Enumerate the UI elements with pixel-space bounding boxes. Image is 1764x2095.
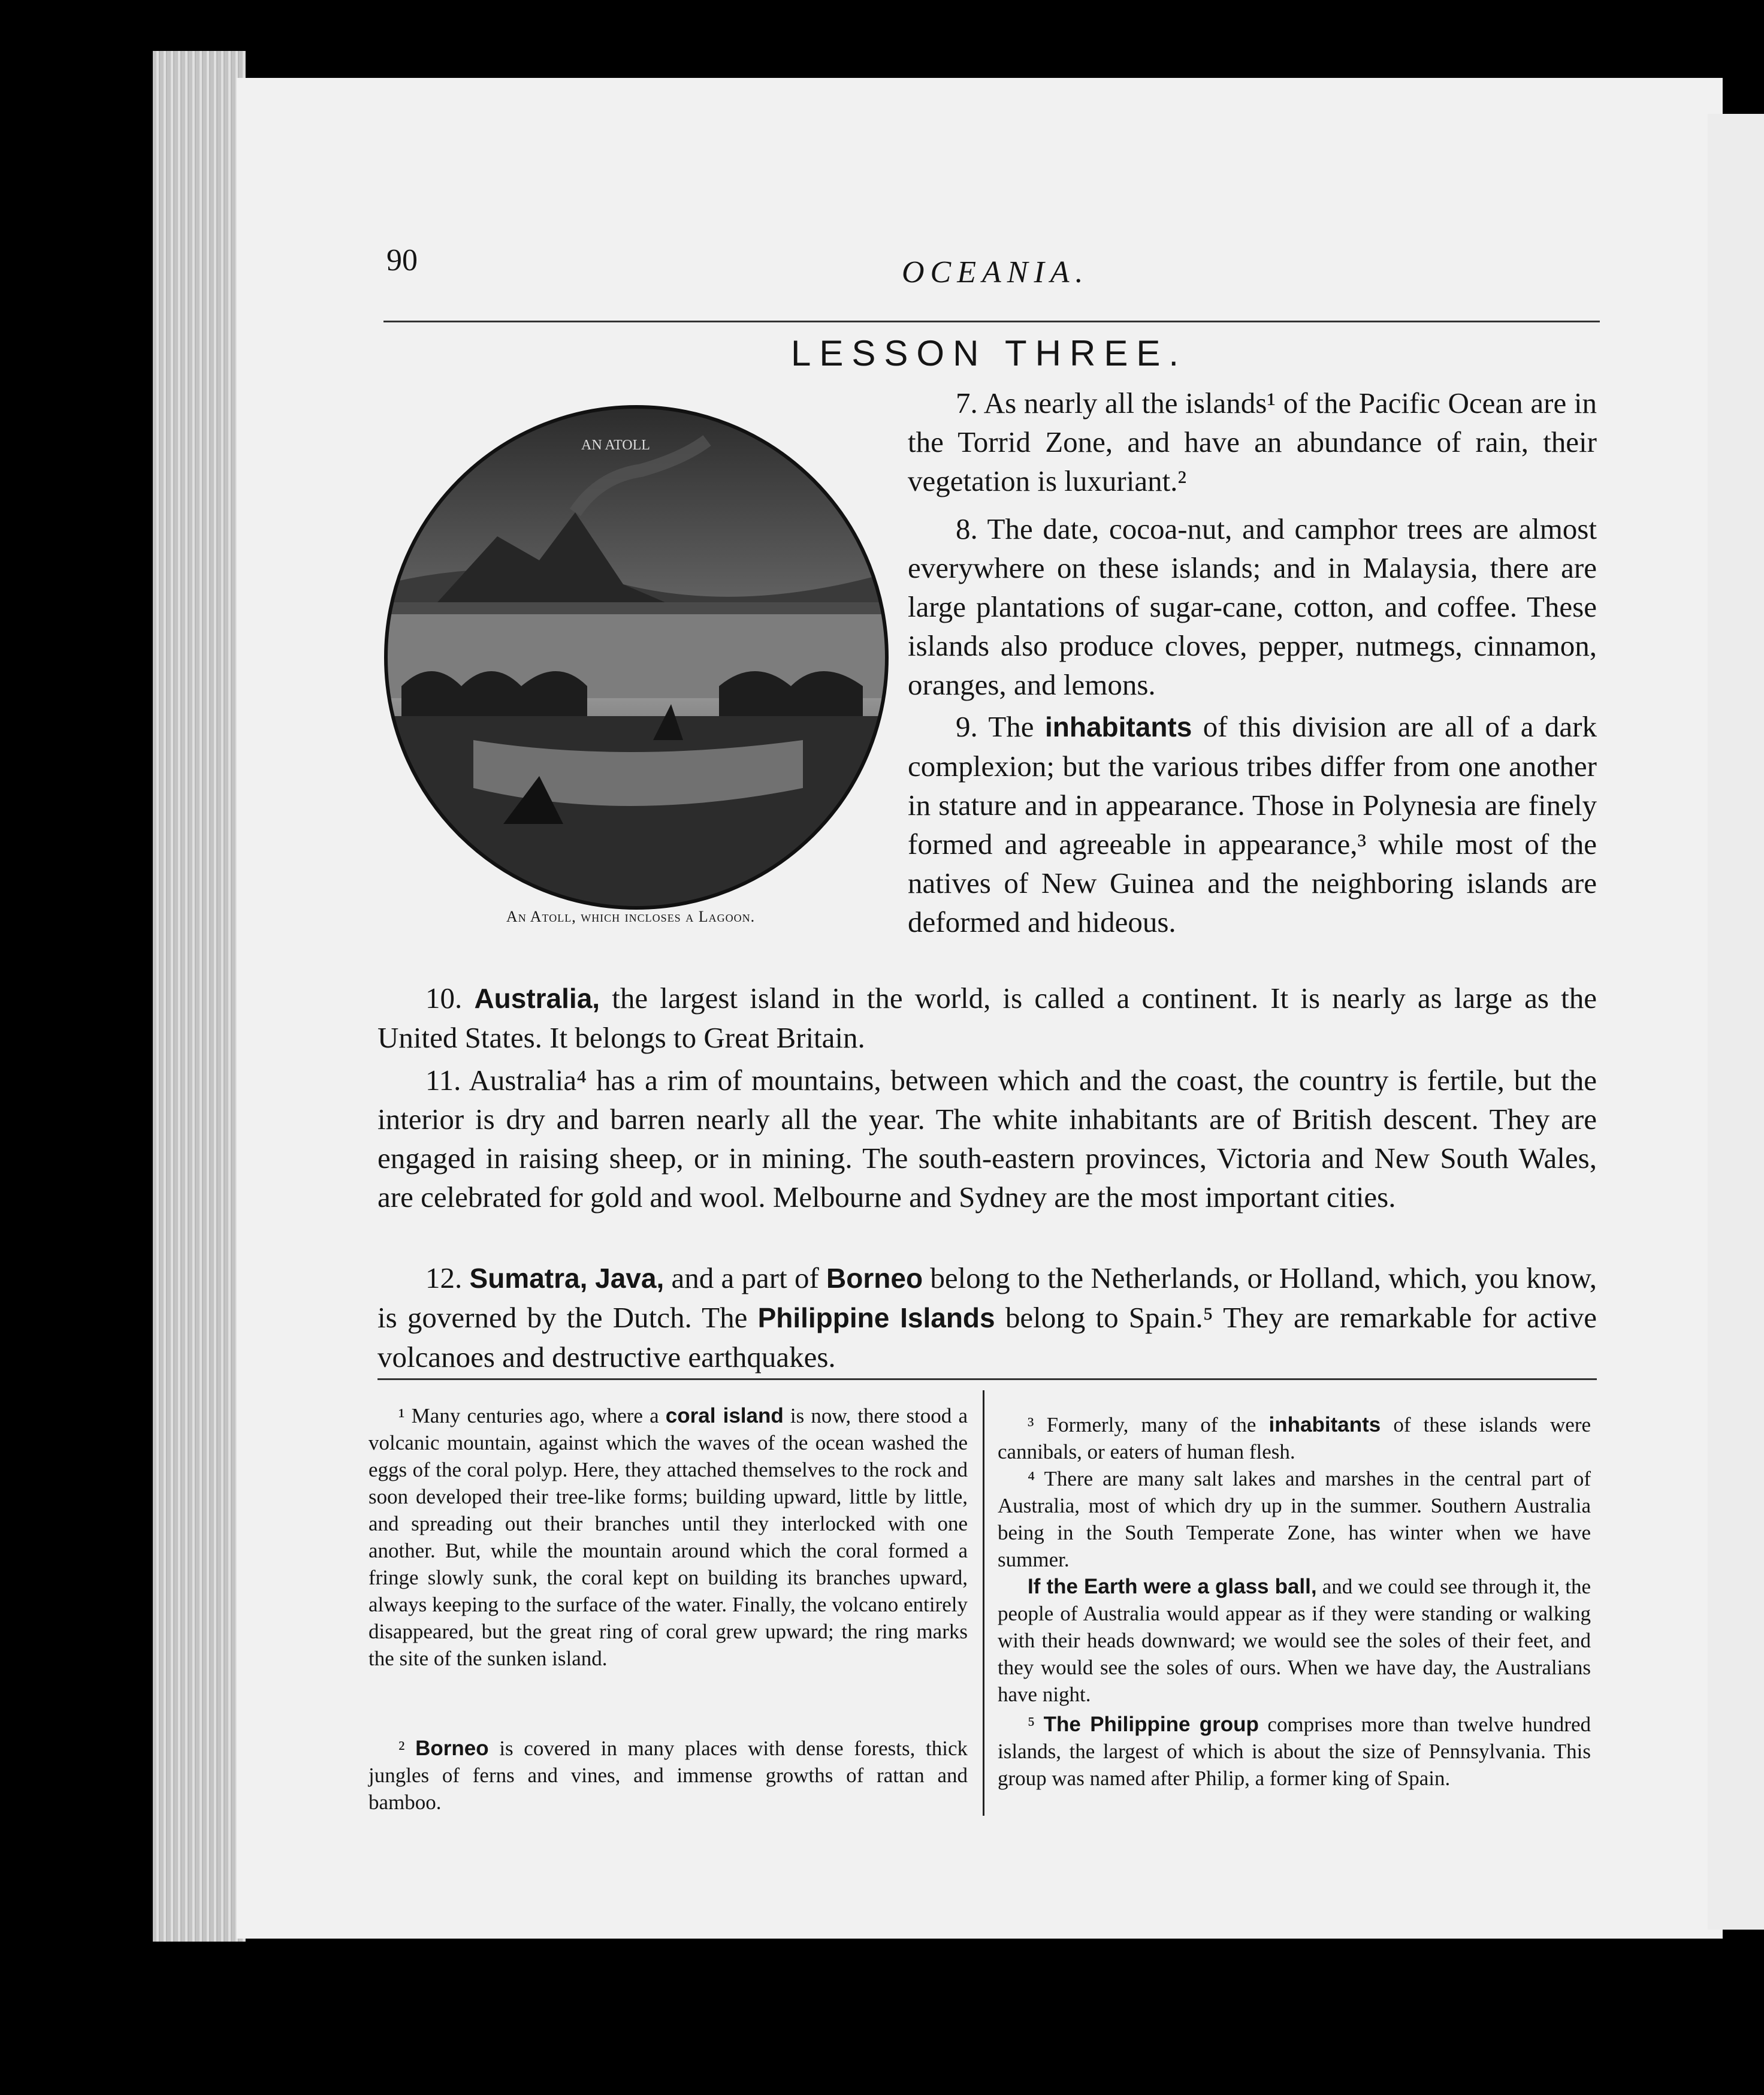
p9-bold-term: inhabitants	[1044, 711, 1192, 742]
p12-text-1: and a part of	[671, 1261, 819, 1294]
fn3-text-a: ³ Formerly, many of the	[1028, 1413, 1256, 1436]
paragraph-11: 11. Australia⁴ has a rim of mountains, between which and the coast, the country is fertile, but the interior is dry and barren nearly all the year. The white inhabitants are of British descent. They are engaged in raising sheep, or in mining. The south-eastern provinces, Victoria and New South Wales, are celebrated for gold and wool. Melbourne and Sydney are the most important cities.	[377, 1064, 1597, 1213]
atoll-engraving-icon	[383, 404, 890, 911]
fn1-text-a: ¹ Many centuries ago, where a	[398, 1404, 659, 1427]
book-page-edges	[153, 51, 246, 1942]
fn5-text: comprises more than twelve hundred islands, the largest of which is about the size of Pennsylvania. This group was named after Philip, a former king of Spain.	[998, 1713, 1591, 1790]
p12-bold-borneo: Borneo	[826, 1263, 923, 1294]
paragraph-9	[908, 707, 1597, 941]
footnote-4: ⁴ There are many salt lakes and marshes in the central part of Australia, most of which dry up in the summer. Southern Australia being in the South Temperate Zone, has winter when we have summer.	[998, 1467, 1591, 1571]
fn3-bold: inhabitants	[1268, 1413, 1381, 1436]
lesson-title: LESSON THREE.	[791, 333, 1188, 373]
fn1-text-c: is now, there stood a volcanic mountain, against which the waves of the ocean washed the eggs of the coral polyp. Here, they attached themselves to the rock and soon developed their tree-like forms; building upward, little by little, and spreading out their branches until they interlocked with one another. But, while the mountain around which the coral formed a fringe slowly sunk, the coral kept on building its branches upward, always keeping to the surface of the water. Finally, the volcano entirely disappeared, but the great ring of coral grew upward; the ring marks the site of the sunken island.	[368, 1404, 968, 1670]
footnote-5	[998, 1711, 1591, 1792]
footnote-2	[368, 1735, 968, 1816]
paragraph-10	[377, 979, 1597, 1057]
p12-text-3: belong to Spain.⁵ They are remarkable for active volcanoes and destructive earthquakes.	[377, 1301, 1597, 1373]
fn2-bold: Borneo	[415, 1737, 489, 1760]
fn2-text: is covered in many places with dense forests, thick jungles of ferns and vines, and immense growths of rattan and bamboo.	[368, 1737, 968, 1814]
p9-text: of this division are all of a dark complexion; but the various tribes differ from one another in stature and in appearance. Those in Polynesia are finely formed and agreeable in appearance,³ while most of the natives of New Guinea and the neighboring islands are deformed and hideous.	[908, 710, 1597, 938]
footnote-3	[998, 1411, 1591, 1465]
fn4b-bold: If the Earth were a glass ball,	[1028, 1575, 1317, 1598]
fn2-mark: ²	[398, 1737, 405, 1760]
footnote-1	[368, 1402, 968, 1672]
p10-number: 10.	[425, 982, 463, 1015]
footnote-column-divider	[983, 1390, 984, 1816]
header-rule	[383, 321, 1600, 322]
p10-bold-term: Australia,	[474, 983, 600, 1014]
p9-number: 9. The	[956, 710, 1034, 743]
illustration-inset-label: AN ATOLL	[581, 437, 650, 453]
p12-bold-sumatra-java: Sumatra, Java,	[469, 1263, 664, 1294]
page-number: 90	[386, 243, 418, 277]
atoll-illustration	[383, 404, 890, 911]
fn3-text-c: of these islands were cannibals, or eaters of human flesh.	[998, 1413, 1591, 1463]
illustration-caption: An Atoll, which incloses a Lagoon.	[506, 908, 756, 925]
facing-page-edge	[1708, 114, 1764, 1930]
p12-number: 12.	[425, 1261, 463, 1294]
fn4b-text: and we could see through it, the people of Australia would appear as if they were standing or walking with their heads downward; we would see the soles of their feet, and they would see the soles of ours. When we have day, the Australians have night.	[998, 1575, 1591, 1706]
paragraph-7: 7. As nearly all the islands¹ of the Pacific Ocean are in the Torrid Zone, and have an abundance of rain, their vegetation is luxuriant.²	[908, 387, 1597, 497]
fn5-mark: ⁵	[1028, 1713, 1035, 1736]
footnote-rule	[377, 1378, 1597, 1380]
p12-text-2: belong to the Netherlands, or Holland, which, you know, is governed by the Dutch. The	[377, 1261, 1597, 1334]
p12-bold-philippines: Philippine Islands	[757, 1302, 995, 1333]
fn5-bold: The Philippine group	[1043, 1713, 1259, 1736]
paragraph-8: 8. The date, cocoa-nut, and camphor trees are almost everywhere on these islands; and in Malaysia, there are large plantations of sugar-cane, cotton, and coffee. These islands also produce cloves, pepper, nutmegs, cinnamon, oranges, and lemons.	[908, 512, 1597, 701]
running-title: OCEANIA.	[902, 255, 1089, 289]
fn1-bold: coral island	[665, 1404, 784, 1427]
footnote-4-continued	[998, 1573, 1591, 1708]
paragraph-12	[377, 1258, 1597, 1376]
p10-text: the largest island in the world, is called a continent. It is nearly as large as the United States. It belongs to Great Britain.	[377, 982, 1597, 1054]
